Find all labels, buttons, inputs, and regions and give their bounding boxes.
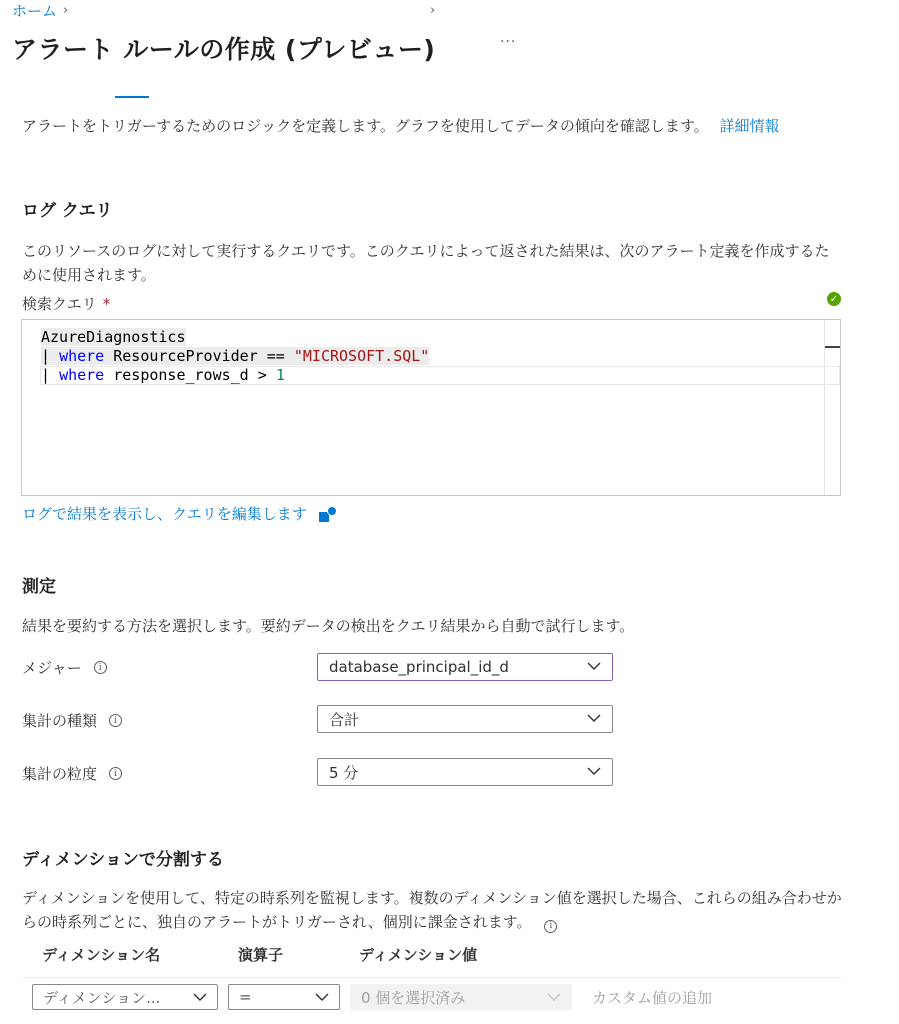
aggregation-granularity-dropdown[interactable] [317,758,613,786]
operator-value: = [239,988,252,1006]
chevron-down-icon [587,711,601,725]
code-line-2: | where ResourceProvider == "MICROSOFT.SQL" [41,347,430,365]
dimension-values-dropdown [350,984,572,1010]
aggregation-type-label-text: 集計の種類 [22,712,98,730]
info-icon[interactable]: i [544,920,557,933]
info-icon[interactable]: i [109,714,122,727]
code-line-3: | where response_rows_d > 1 [41,366,285,384]
dimension-name-dropdown[interactable] [32,984,218,1010]
measure-label-text: メジャー [22,659,82,677]
info-icon[interactable]: i [109,767,122,780]
intro-text: アラートをトリガーするためのロジックを定義します。グラフを使用してデータの傾向を確認します。 [22,117,709,135]
required-marker: * [102,294,111,313]
aggregation-type-dropdown[interactable] [317,705,613,733]
chevron-right-icon: › [63,2,69,18]
aggregation-type-label [22,710,122,731]
aggregation-granularity-label [22,763,122,784]
measure-dropdown[interactable] [317,653,613,681]
learn-more-link[interactable]: 詳細情報 [719,117,780,135]
measurement-description: 結果を要約する方法を選択します。要約データの検出をクエリ結果から自動で試行します。 [22,617,635,635]
chevron-down-icon [587,659,601,673]
check-circle-icon: ✓ [827,292,841,306]
aggregation-granularity-value: 5 分 [329,763,359,782]
log-query-description: このリソースのログに対して実行するクエリです。このクエリによって返された結果は、次のアラート定義を作成するために使用されます。 [22,242,830,284]
custom-value-input[interactable]: カスタム値の追加 [592,988,713,1007]
info-icon[interactable]: i [94,661,107,674]
measurement-title: 測定 [22,577,56,597]
breadcrumb-home-link[interactable]: ホーム [12,1,58,20]
col-header-operator: 演算子 [238,946,284,964]
measure-label [22,657,107,678]
dimension-name-placeholder: ディメンション... [43,988,161,1007]
search-query-label-text: 検索クエリ [22,295,97,313]
edit-query-link-text: ログで結果を表示し、クエリを編集します [22,505,307,523]
aggregation-type-value: 合計 [329,710,360,729]
query-editor[interactable] [21,319,841,496]
chevron-down-icon [193,990,207,1004]
operator-dropdown[interactable] [228,984,340,1010]
divider [22,977,842,978]
dimensions-title: ディメンションで分割する [22,850,224,870]
breadcrumb [12,0,68,20]
tab-indicator [115,96,149,98]
open-in-logs-icon [319,506,337,522]
dimension-values-placeholder: 0 個を選択済み [361,988,466,1007]
col-header-dimension-name: ディメンション名 [42,946,161,964]
chevron-down-icon [587,764,601,778]
dimensions-description [22,886,842,934]
edit-query-in-logs-link[interactable] [22,503,337,524]
editor-scrollbar-marker [825,346,840,348]
code-line-1: AzureDiagnostics [41,328,186,346]
dimensions-description-text: ディメンションを使用して、特定の時系列を監視します。複数のディメンション値を選択した場合、これらの組み合わせからの時系列ごとに、独自のアラートがトリガーされ、個別に課金されます。 [22,889,842,931]
chevron-down-icon [547,990,561,1004]
chevron-down-icon [315,990,329,1004]
search-query-label [22,293,110,314]
intro-description [22,114,842,138]
aggregation-granularity-label-text: 集計の粒度 [22,765,98,783]
log-query-title: ログ クエリ [22,201,113,221]
col-header-dimension-values: ディメンション値 [359,946,478,964]
page-title: アラート ルールの作成 (プレビュー) [12,35,436,64]
measure-value: database_principal_id_d [329,658,509,676]
chevron-right-icon: › [430,2,436,18]
more-icon[interactable]: ··· [500,34,517,50]
